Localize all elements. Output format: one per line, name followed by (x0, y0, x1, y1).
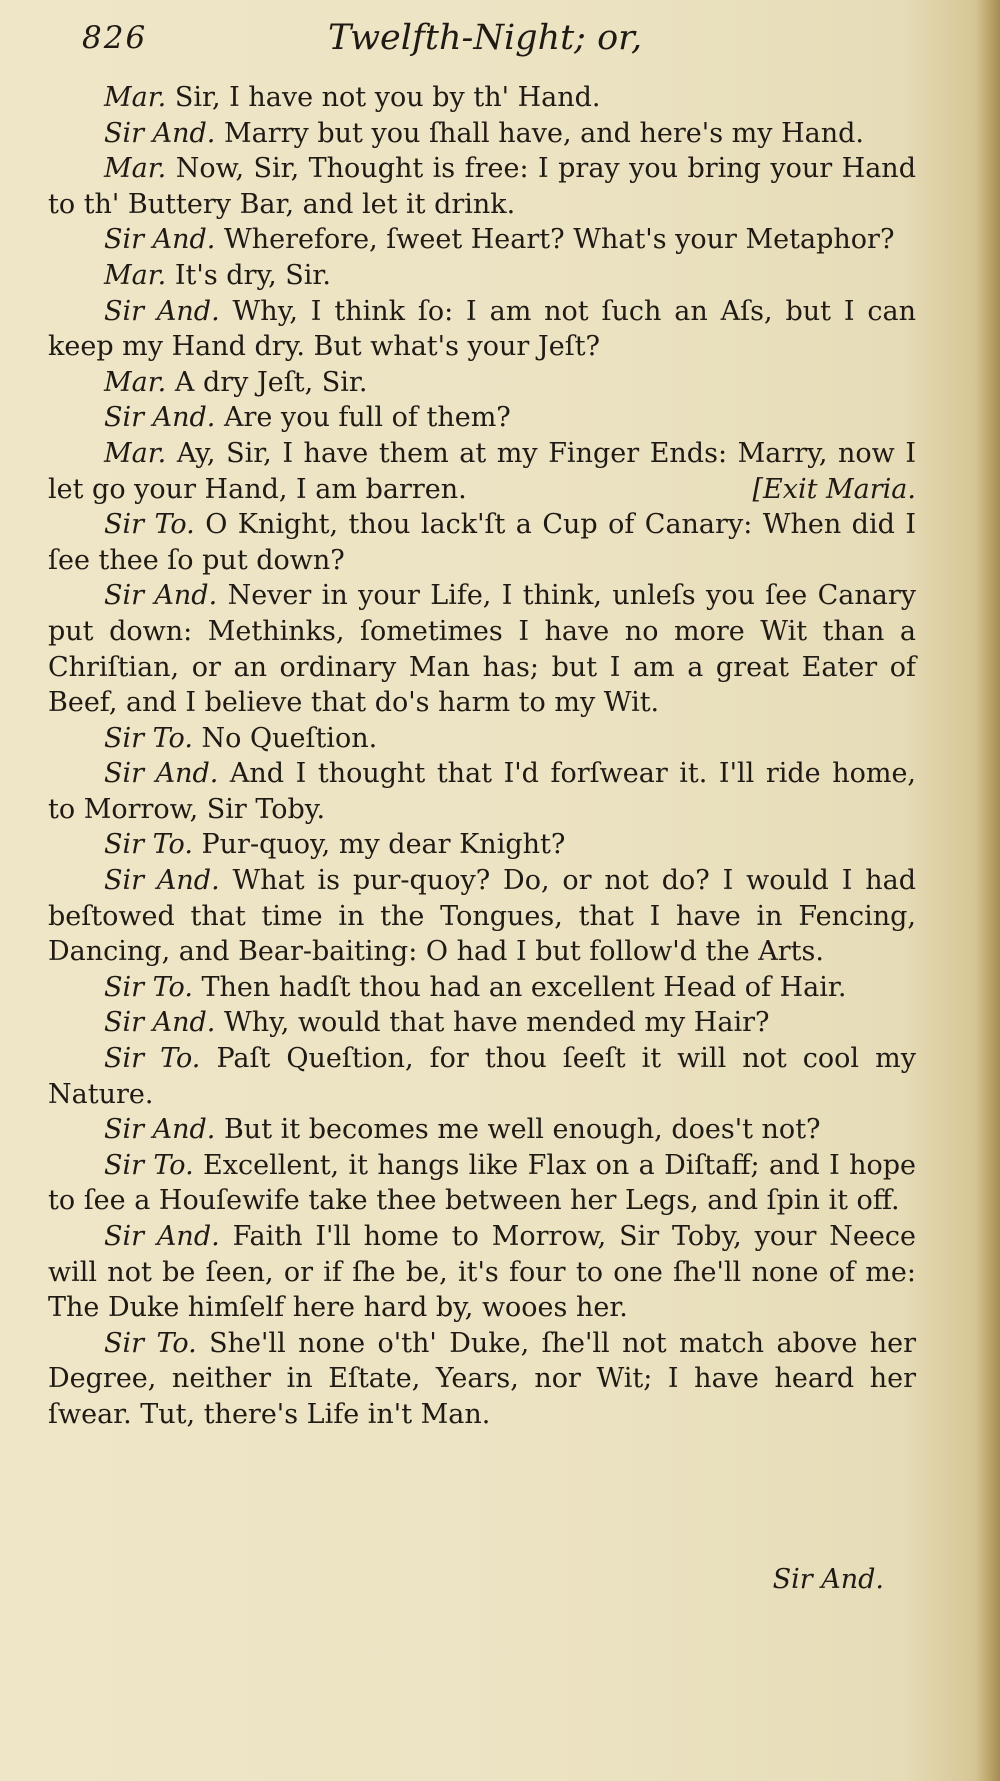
speaker-name: Sir And. (104, 402, 216, 434)
speaker-name: Sir To. (104, 509, 195, 541)
speech (48, 578, 916, 720)
speech (48, 1112, 916, 1148)
speech-text: Sir, I have not you by th' Hand. (174, 82, 601, 113)
speech (48, 721, 916, 757)
speech (48, 1005, 916, 1041)
speaker-name: Sir And. (104, 758, 219, 790)
speech (48, 863, 916, 970)
speaker-name: Mar. (104, 437, 167, 469)
speaker-name: Sir To. (104, 722, 193, 754)
speaker-name: Sir To. (104, 971, 193, 1003)
speech-text: Paſt Queſtion, for thou ſeeſt it will not cool my Nature. (48, 1043, 916, 1110)
speech-text: And I thought that I'd forſwear it. I'll ride home, to Morrow, Sir Toby. (48, 758, 917, 825)
speech-text: Faith I'll home to Morrow, Sir Toby, your Neece will not be ſeen, or if ſhe be, it's four to one ſhe'll none of me: The Duke himſelf here hard by, wooes her. (48, 1221, 916, 1324)
speaker-name: Mar. (104, 82, 167, 113)
running-head: Twelfth-Night; or, (328, 18, 643, 58)
speech (48, 222, 916, 258)
speech-text: No Queſtion. (201, 722, 378, 754)
speech-text: Are you full of them? (223, 402, 511, 434)
speech (48, 756, 916, 827)
speaker-name: Sir To. (104, 1149, 194, 1181)
speech (48, 294, 916, 365)
speaker-name: Sir And. (104, 117, 216, 149)
speech (48, 436, 916, 507)
speech-text: Marry but you ſhall have, and here's my Hand. (223, 117, 864, 149)
speaker-name: Sir And. (104, 865, 220, 897)
page-number: 826 (82, 20, 148, 56)
speaker-name: Sir And. (104, 224, 216, 256)
speech-text: Now, Sir, Thought is free: I pray you bring your Hand to th' Buttery Bar, and let it drink. (48, 153, 916, 220)
speech-text: Pur-quoy, my dear Knight? (201, 829, 566, 861)
speech-text: She'll none o'th' Duke, ſhe'll not match above her Degree, neither in Eſtate, Years, nor Wit; I have heard her ſwear. Tut, there's Life in't Man. (48, 1327, 916, 1430)
speech-text: But it becomes me well enough, does't not? (223, 1114, 821, 1146)
speaker-name: Sir To. (104, 1043, 201, 1075)
speaker-name: Sir And. (104, 295, 220, 327)
page-edge-shadow (976, 0, 1000, 1781)
speaker-name: Sir To. (104, 1327, 197, 1359)
speech (48, 365, 916, 401)
speech (48, 1326, 916, 1433)
speech-text: Excellent, it hangs like Flax on a Diſtaff; and I hope to ſee a Houſewife take thee between her Legs, and ſpin it off. (48, 1149, 916, 1217)
speaker-name: Sir And. (104, 1007, 216, 1039)
speech (48, 1219, 916, 1326)
speaker-name: Sir To. (104, 829, 193, 861)
speaker-name: Mar. (104, 366, 167, 398)
speaker-name: Sir And. (104, 580, 218, 612)
page-header (82, 14, 922, 64)
speech (48, 1148, 916, 1219)
speech (48, 1041, 916, 1112)
speech-text: Why, I think ſo: I am not ſuch an Aſs, but I can keep my Hand dry. But what's your Jeſt? (48, 295, 916, 363)
speech-text: What is pur-quoy? Do, or not do? I would I had beſtowed that time in the Tongues, that I have in Fencing, Dancing, and Bear-baiting: O had I but follow'd the Arts. (48, 865, 917, 968)
speech (48, 400, 916, 436)
speech (48, 116, 916, 152)
speech-text: It's dry, Sir. (174, 259, 331, 291)
speaker-name: Mar. (104, 153, 167, 185)
speech (48, 151, 916, 222)
speech-text: Wherefore, ſweet Heart? What's your Metaphor? (223, 224, 895, 256)
speech-text: Ay, Sir, I have them at my Finger Ends: Marry, now I let go your Hand, I am barren. (48, 437, 916, 505)
speech (48, 970, 916, 1006)
speech-text: Why, would that have mended my Hair? (223, 1007, 770, 1039)
speaker-name: Mar. (104, 259, 167, 291)
speech (48, 80, 916, 116)
speech (48, 507, 916, 578)
speech-text: O Knight, thou lack'ſt a Cup of Canary: When did I ſee thee ſo put down? (48, 509, 916, 576)
catchword: Sir And. (772, 1564, 884, 1595)
speaker-name: Sir And. (104, 1221, 220, 1252)
speech-text: Never in your Life, I think, unleſs you ſee Canary put down: Methinks, ſometimes I have no more Wit than a Chriſtian, or an ordinary Man has; but I am a great Eater of Beef, and I believe that do's harm to my Wit. (48, 580, 916, 719)
speech (48, 827, 916, 863)
speech (48, 258, 916, 294)
speech-text: A dry Jeſt, Sir. (174, 366, 368, 398)
dialogue-text (48, 80, 916, 1433)
speaker-name: Sir And. (104, 1114, 216, 1146)
stage-direction: [Exit Maria. (752, 473, 916, 505)
speech-text: Then hadſt thou had an excellent Head of Hair. (201, 971, 847, 1003)
